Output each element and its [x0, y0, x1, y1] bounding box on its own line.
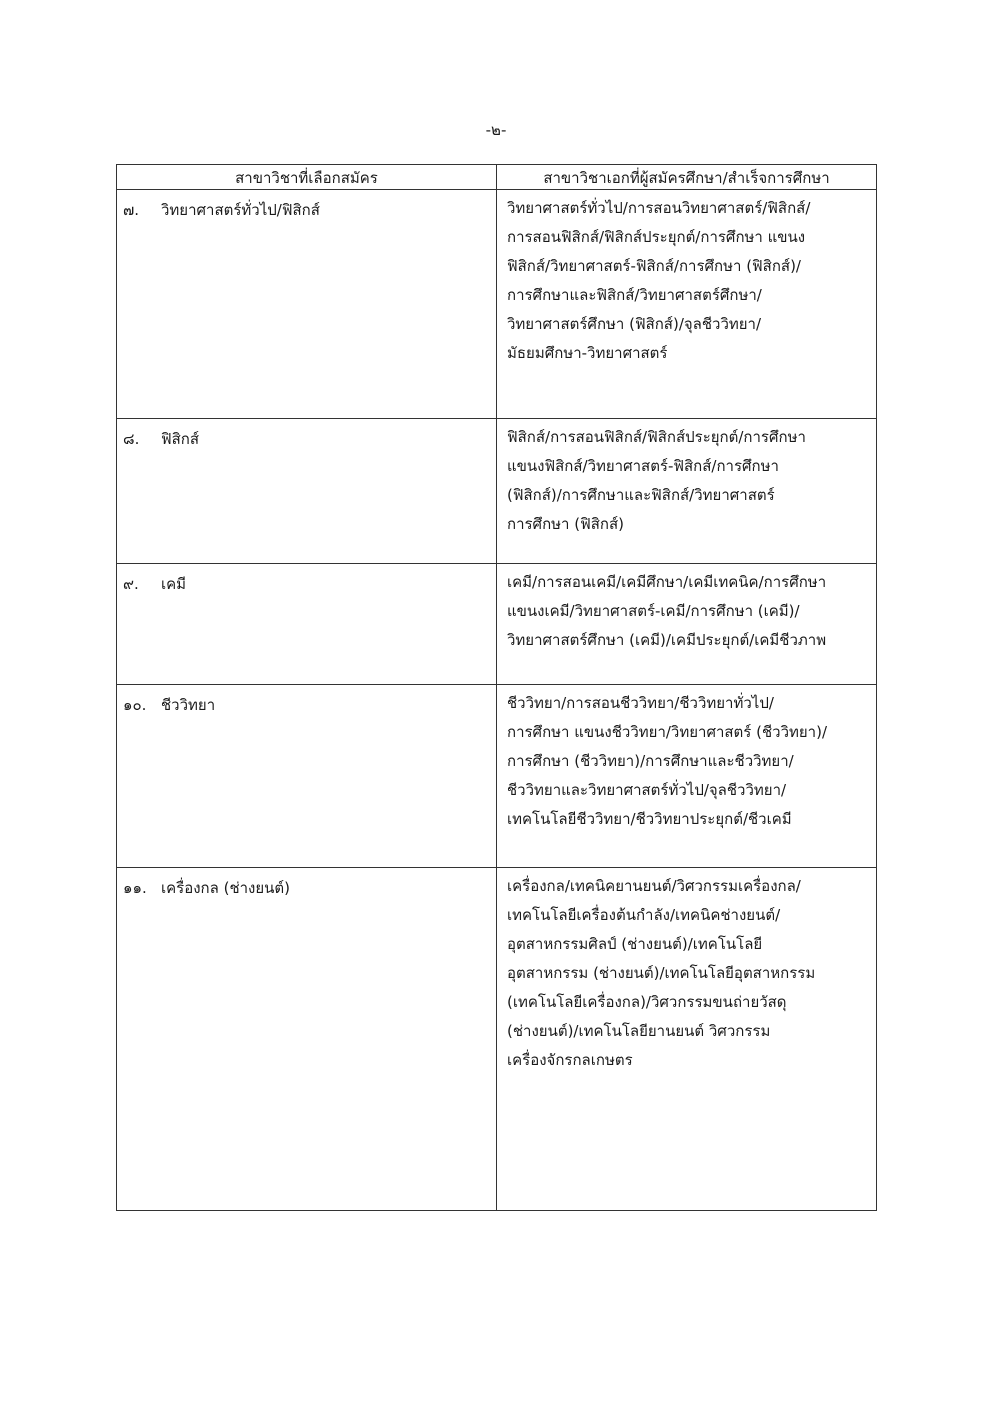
table-row	[117, 868, 877, 1211]
major-line: อุตสาหกรรม (ช่างยนต์)/เทคโนโลยีอุตสาหกรรม	[507, 964, 816, 982]
major-line: เครื่องกล/เทคนิคยานยนต์/วิศวกรรมเครื่องกล/	[507, 877, 801, 895]
major-line: วิทยาศาสตร์ทั่วไป/การสอนวิทยาศาสตร์/ฟิสิกส์/	[507, 199, 811, 217]
major-line: ฟิสิกส์/การสอนฟิสิกส์/ฟิสิกส์ประยุกต์/การศึกษา	[507, 428, 806, 446]
table-row	[117, 419, 877, 564]
majors-cell	[497, 868, 877, 1211]
major-line: ชีววิทยา/การสอนชีววิทยา/ชีววิทยาทั่วไป/	[507, 694, 774, 712]
major-line: วิทยาศาสตร์ศึกษา (เคมี)/เคมีประยุกต์/เคมีชีวภาพ	[507, 631, 827, 649]
major-line: อุตสาหกรรมศิลป์ (ช่างยนต์)/เทคโนโลยี	[507, 935, 763, 953]
major-line: (เทคโนโลยีเครื่องกล)/วิศวกรรมขนถ่ายวัสดุ	[507, 993, 787, 1011]
row-number: ๑๑.	[123, 879, 147, 897]
major-line: เคมี/การสอนเคมี/เคมีศึกษา/เคมีเทคนิค/การศึกษา	[507, 573, 827, 591]
subject-name: ชีววิทยา	[161, 696, 216, 714]
major-line: ชีววิทยาและวิทยาศาสตร์ทั่วไป/จุลชีววิทยา/	[507, 781, 787, 799]
subject-name: เครื่องกล (ช่างยนต์)	[161, 879, 291, 897]
row-number: ๑๐.	[123, 696, 147, 714]
header-majors: สาขาวิชาเอกที่ผู้สมัครศึกษา/สำเร็จการศึกษา	[497, 165, 877, 190]
major-line: เครื่องจักรกลเกษตร	[507, 1051, 633, 1069]
subject-name: ฟิสิกส์	[161, 430, 200, 448]
table-header-row	[117, 165, 877, 190]
major-line: การสอนฟิสิกส์/ฟิสิกส์ประยุกต์/การศึกษา แขนง	[507, 228, 806, 246]
subject-name: เคมี	[161, 575, 187, 593]
major-line: การศึกษาและฟิสิกส์/วิทยาศาสตร์ศึกษา/	[507, 286, 762, 304]
table-row	[117, 190, 877, 419]
subjects-table	[116, 164, 877, 1211]
table-row	[117, 685, 877, 868]
major-line: เทคโนโลยีเครื่องต้นกำลัง/เทคนิคช่างยนต์/	[507, 906, 781, 924]
major-line: การศึกษา แขนงชีววิทยา/วิทยาศาสตร์ (ชีววิทยา)/	[507, 723, 827, 741]
table-row	[117, 564, 877, 685]
row-number: ๗.	[123, 201, 140, 219]
majors-cell	[497, 564, 877, 685]
major-line: มัธยมศึกษา-วิทยาศาสตร์	[507, 344, 668, 362]
subject-cell	[117, 685, 497, 868]
subject-cell	[117, 868, 497, 1211]
subject-cell	[117, 190, 497, 419]
subject-name: วิทยาศาสตร์ทั่วไป/ฟิสิกส์	[161, 201, 320, 219]
row-number: ๘.	[123, 430, 140, 448]
major-line: ฟิสิกส์/วิทยาศาสตร์-ฟิสิกส์/การศึกษา (ฟิสิกส์)/	[507, 257, 801, 275]
subject-cell	[117, 564, 497, 685]
major-line: แขนงเคมี/วิทยาศาสตร์-เคมี/การศึกษา (เคมี)/	[507, 602, 800, 620]
majors-cell	[497, 419, 877, 564]
major-line: (ฟิสิกส์)/การศึกษาและฟิสิกส์/วิทยาศาสตร์	[507, 486, 775, 504]
majors-cell	[497, 685, 877, 868]
row-number: ๙.	[123, 575, 139, 593]
major-line: เทคโนโลยีชีววิทยา/ชีววิทยาประยุกต์/ชีวเคมี	[507, 810, 792, 828]
major-line: การศึกษา (ฟิสิกส์)	[507, 515, 624, 533]
major-line: การศึกษา (ชีววิทยา)/การศึกษาและชีววิทยา/	[507, 752, 794, 770]
subject-cell	[117, 419, 497, 564]
majors-cell	[497, 190, 877, 419]
header-subject: สาขาวิชาที่เลือกสมัคร	[117, 165, 497, 190]
major-line: (ช่างยนต์)/เทคโนโลยียานยนต์ วิศวกรรม	[507, 1022, 771, 1040]
page-number: -๒-	[485, 121, 507, 139]
major-line: แขนงฟิสิกส์/วิทยาศาสตร์-ฟิสิกส์/การศึกษา	[507, 457, 779, 475]
major-line: วิทยาศาสตร์ศึกษา (ฟิสิกส์)/จุลชีววิทยา/	[507, 315, 762, 333]
